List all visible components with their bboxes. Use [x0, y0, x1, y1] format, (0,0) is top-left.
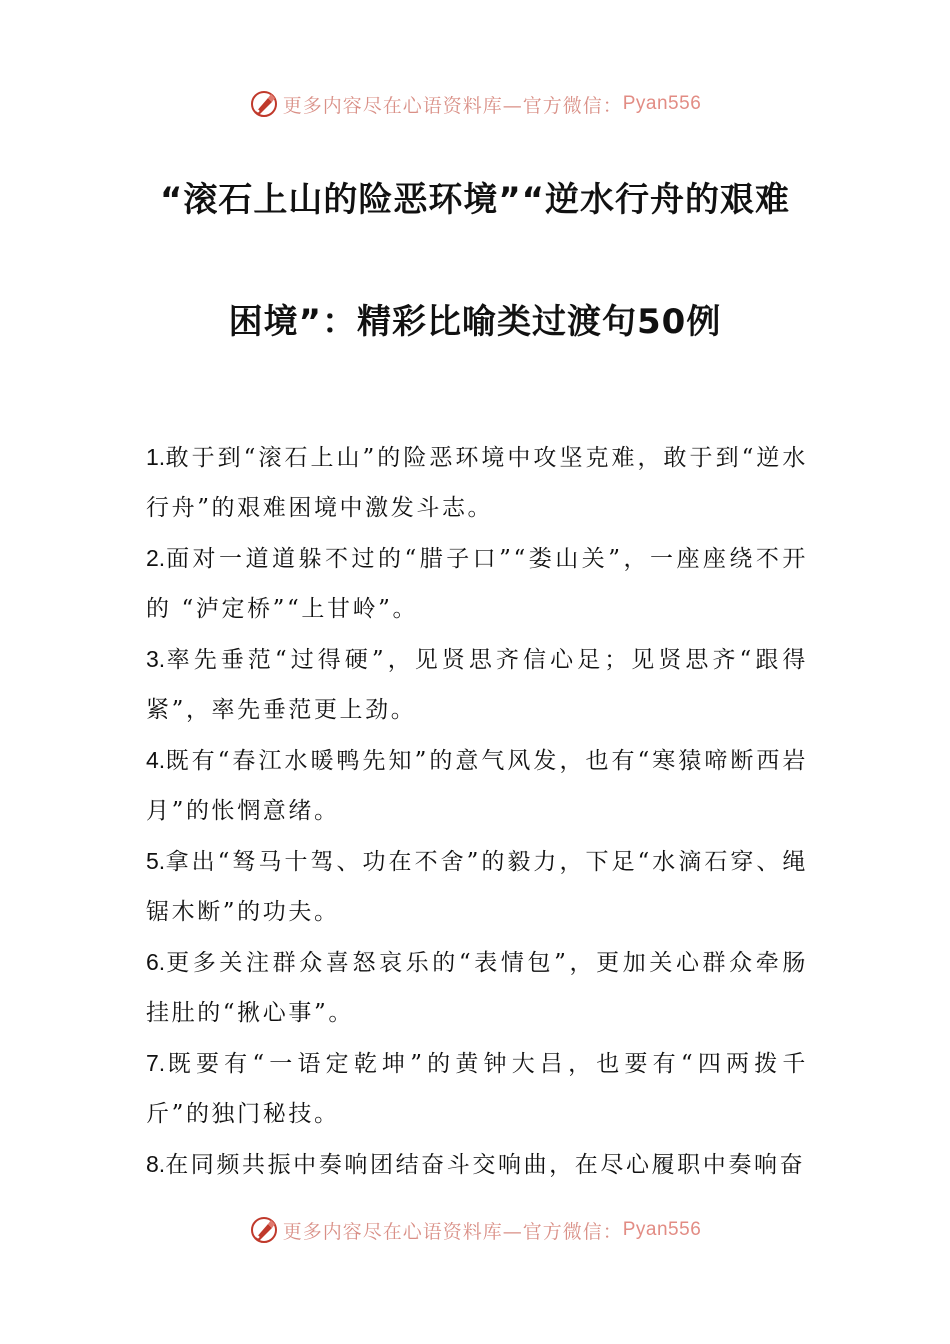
item-number: 8.: [146, 1151, 166, 1177]
banner-wechat-id: Pyan556: [622, 1219, 702, 1240]
item-text: 更多关注群众喜怒哀乐的“表情包”，更加关心群众牵肠挂肚的“揪心事”。: [146, 950, 808, 1026]
item-number: 4.: [146, 747, 166, 773]
banner-wechat-id: Pyan556: [622, 93, 702, 114]
list-item: [146, 1038, 808, 1139]
banner-text: 更多内容尽在心语资料库—官方微信：: [282, 94, 623, 117]
item-text: 率先垂范“过得硬”，见贤思齐信心足；见贤思齐“跟得紧”，率先垂范更上劲。: [146, 647, 808, 723]
item-text: 面对一道道躲不过的“腊子口”“娄山关”，一座座绕不开的 “泸定桥”“上甘岭”。: [146, 546, 808, 622]
item-number: 3.: [146, 646, 166, 672]
item-number: 6.: [146, 949, 166, 975]
item-text: 敢于到“滚石上山”的险恶环境中攻坚克难，敢于到“逆水行舟”的艰难困境中激发斗志。: [146, 445, 808, 521]
list-item: [146, 432, 808, 533]
item-number: 1.: [146, 444, 166, 470]
document-title-line-1: “滚石上山的险恶环境”“逆水行舟的艰难: [159, 180, 791, 220]
item-number: 2.: [146, 545, 166, 571]
pen-nib-logo-icon: [249, 1215, 279, 1245]
list-item: [146, 1139, 808, 1190]
list-item: [146, 735, 808, 836]
item-text: 在同频共振中奏响团结奋斗交响曲，在尽心履职中奏响奋: [165, 1152, 806, 1178]
item-text: 既要有“一语定乾坤”的黄钟大吕，也要有“四两拨千斤”的独门秘技。: [146, 1051, 808, 1127]
list-item: [146, 937, 808, 1038]
item-text: 拿出“驽马十驾、功在不舍”的毅力，下足“水滴石穿、绳锯木断”的功夫。: [146, 849, 808, 925]
document-title-line-2: 困境”：精彩比喻类过渡句50例: [228, 302, 722, 342]
item-text: 既有“春江水暖鸭先知”的意气风发，也有“寒猿啼断西岩月”的怅惘意绪。: [146, 748, 808, 824]
list-item: [146, 634, 808, 735]
list-item: [146, 533, 808, 634]
footer-watermark-banner: [0, 1210, 950, 1250]
pen-nib-logo-icon: [249, 89, 279, 119]
item-number: 7.: [146, 1050, 166, 1076]
banner-text: 更多内容尽在心语资料库—官方微信：: [282, 1220, 623, 1243]
list-item: [146, 836, 808, 937]
header-watermark-banner: [0, 84, 950, 124]
document-body: [146, 432, 808, 1190]
item-number: 5.: [146, 848, 166, 874]
